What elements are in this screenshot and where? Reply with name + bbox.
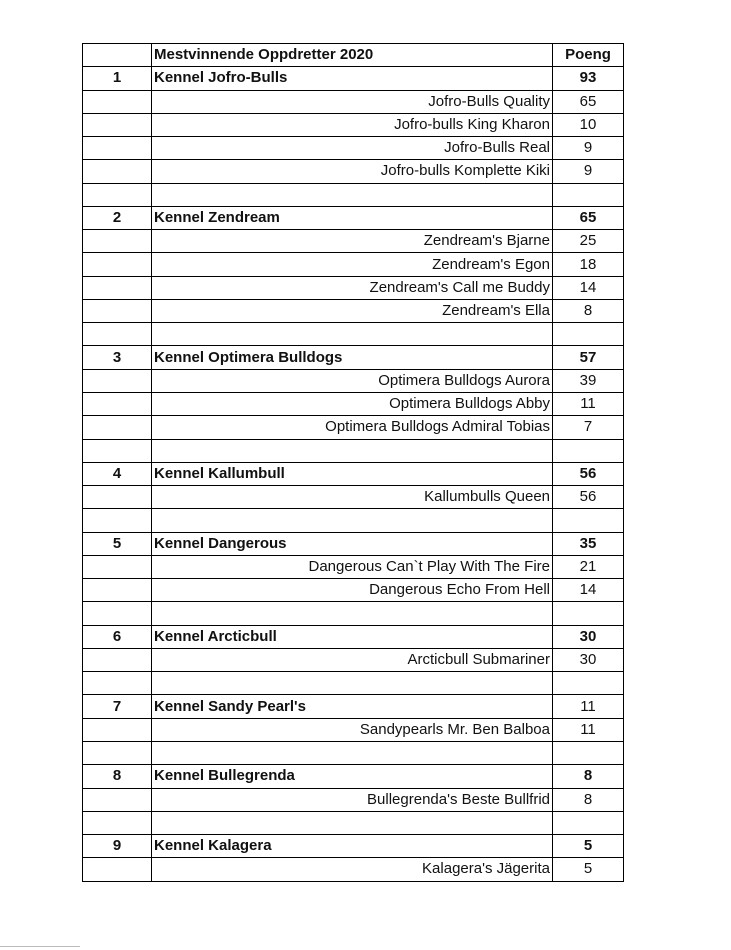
spacer-cell [152,811,553,834]
kennel-points: 8 [553,765,624,788]
spacer-cell [152,439,553,462]
dog-rank-cell [83,486,152,509]
dog-row [83,253,624,276]
dog-rank-cell [83,299,152,322]
dog-row [83,718,624,741]
dog-rank-cell [83,648,152,671]
dog-points: 9 [553,137,624,160]
dog-name: Bullegrenda's Beste Bullfrid [152,788,553,811]
dog-points: 10 [553,113,624,136]
dog-name: Jofro-Bulls Real [152,137,553,160]
kennel-rank: 5 [83,532,152,555]
dog-points: 65 [553,90,624,113]
dog-rank-cell [83,90,152,113]
kennel-row [83,346,624,369]
header-row [83,44,624,67]
dog-points: 14 [553,579,624,602]
dog-points: 56 [553,486,624,509]
dog-rank-cell [83,230,152,253]
spacer-cell [83,741,152,764]
dog-row [83,90,624,113]
kennel-row [83,765,624,788]
kennel-rank: 3 [83,346,152,369]
dog-name: Sandypearls Mr. Ben Balboa [152,718,553,741]
dog-row [83,137,624,160]
dog-points: 30 [553,648,624,671]
dog-rank-cell [83,113,152,136]
kennel-points: 30 [553,625,624,648]
spacer-cell [152,323,553,346]
dog-name: Zendream's Bjarne [152,230,553,253]
kennel-rank: 2 [83,206,152,229]
kennel-name: Kennel Arcticbull [152,625,553,648]
spacer-cell [553,439,624,462]
dog-row [83,486,624,509]
dog-row [83,299,624,322]
spacer-cell [83,602,152,625]
dog-name: Jofro-Bulls Quality [152,90,553,113]
dog-points: 9 [553,160,624,183]
dog-rank-cell [83,416,152,439]
kennel-rank: 1 [83,67,152,90]
dog-name: Dangerous Can`t Play With The Fire [152,555,553,578]
kennel-points: 11 [553,695,624,718]
kennel-points: 5 [553,835,624,858]
kennel-name: Kennel Optimera Bulldogs [152,346,553,369]
dog-rank-cell [83,788,152,811]
dog-name: Kalagera's Jägerita [152,858,553,881]
kennel-rank: 6 [83,625,152,648]
dog-name: Zendream's Egon [152,253,553,276]
dog-name: Optimera Bulldogs Abby [152,392,553,415]
spacer-row [83,323,624,346]
dog-rank-cell [83,369,152,392]
kennel-name: Kennel Kallumbull [152,462,553,485]
kennel-name: Kennel Dangerous [152,532,553,555]
kennel-row [83,532,624,555]
dog-points: 25 [553,230,624,253]
spacer-cell [553,602,624,625]
dog-row [83,555,624,578]
kennel-rank: 9 [83,835,152,858]
spacer-row [83,602,624,625]
kennel-row [83,625,624,648]
spacer-cell [152,509,553,532]
kennel-name: Kennel Kalagera [152,835,553,858]
dog-points: 11 [553,718,624,741]
dog-name: Optimera Bulldogs Admiral Tobias [152,416,553,439]
dog-row [83,160,624,183]
spacer-row [83,741,624,764]
spacer-cell [83,323,152,346]
kennel-name: Kennel Jofro-Bulls [152,67,553,90]
dog-row [83,579,624,602]
kennel-name: Kennel Zendream [152,206,553,229]
kennel-row [83,67,624,90]
dog-points: 14 [553,276,624,299]
dog-row [83,788,624,811]
spacer-cell [553,741,624,764]
dog-name: Jofro-bulls King Kharon [152,113,553,136]
table-title: Mestvinnende Oppdretter 2020 [152,44,553,67]
dog-points: 8 [553,788,624,811]
dog-name: Zendream's Ella [152,299,553,322]
spacer-cell [83,811,152,834]
dog-rank-cell [83,579,152,602]
spacer-row [83,183,624,206]
kennel-row [83,206,624,229]
dog-row [83,392,624,415]
kennel-points: 56 [553,462,624,485]
dog-points: 39 [553,369,624,392]
table-body [83,44,624,882]
dog-name: Kallumbulls Queen [152,486,553,509]
kennel-rank: 8 [83,765,152,788]
dog-rank-cell [83,253,152,276]
spacer-cell [553,811,624,834]
dog-row [83,276,624,299]
dog-rank-cell [83,392,152,415]
breeder-ranking-table [82,43,624,882]
dog-rank-cell [83,858,152,881]
spacer-cell [553,183,624,206]
spacer-cell [83,183,152,206]
kennel-rank: 4 [83,462,152,485]
dog-rank-cell [83,555,152,578]
kennel-rank: 7 [83,695,152,718]
spacer-row [83,439,624,462]
header-rank-cell [83,44,152,67]
spacer-cell [83,509,152,532]
dog-points: 21 [553,555,624,578]
dog-row [83,369,624,392]
dog-rank-cell [83,718,152,741]
dog-points: 5 [553,858,624,881]
spacer-cell [553,509,624,532]
dog-row [83,858,624,881]
spacer-cell [152,672,553,695]
spacer-row [83,811,624,834]
kennel-points: 57 [553,346,624,369]
dog-name: Zendream's Call me Buddy [152,276,553,299]
kennel-row [83,835,624,858]
dog-row [83,648,624,671]
dog-name: Arcticbull Submariner [152,648,553,671]
dog-rank-cell [83,137,152,160]
points-header: Poeng [553,44,624,67]
dog-points: 18 [553,253,624,276]
dog-row [83,416,624,439]
dog-row [83,230,624,253]
spacer-cell [553,672,624,695]
dog-rank-cell [83,276,152,299]
spacer-cell [83,439,152,462]
kennel-name: Kennel Sandy Pearl's [152,695,553,718]
kennel-points: 35 [553,532,624,555]
spacer-cell [553,323,624,346]
kennel-name: Kennel Bullegrenda [152,765,553,788]
dog-points: 7 [553,416,624,439]
kennel-points: 93 [553,67,624,90]
dog-points: 11 [553,392,624,415]
dog-rank-cell [83,160,152,183]
kennel-row [83,462,624,485]
dog-name: Dangerous Echo From Hell [152,579,553,602]
sheet-edge-line [0,946,80,947]
spacer-row [83,672,624,695]
spacer-row [83,509,624,532]
dog-name: Optimera Bulldogs Aurora [152,369,553,392]
spacer-cell [152,741,553,764]
dog-name: Jofro-bulls Komplette Kiki [152,160,553,183]
dog-points: 8 [553,299,624,322]
spacer-cell [152,183,553,206]
dog-row [83,113,624,136]
spacer-cell [83,672,152,695]
spacer-cell [152,602,553,625]
kennel-row [83,695,624,718]
kennel-points: 65 [553,206,624,229]
